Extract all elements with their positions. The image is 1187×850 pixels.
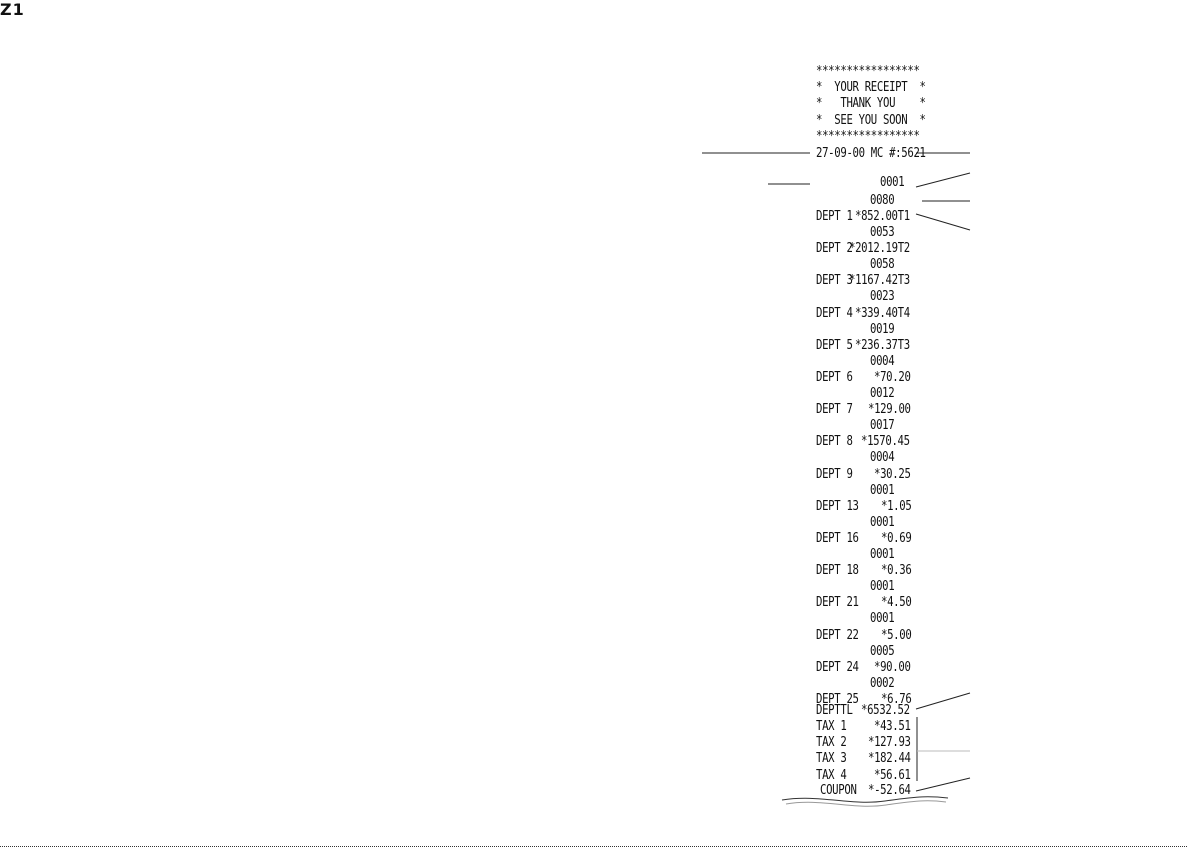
dept-count: 0005 bbox=[870, 643, 895, 659]
dept-name: DEPT 25 bbox=[816, 692, 859, 707]
dept-name: DEPT 5 bbox=[816, 337, 853, 353]
dept-count: 0012 bbox=[870, 386, 895, 401]
report-label: Z1 bbox=[0, 0, 25, 19]
tax-amount: *43.51 bbox=[874, 719, 911, 734]
dept-amount: *30.25 bbox=[874, 466, 911, 482]
dept-count: 0001 bbox=[870, 547, 895, 562]
tax-name: TAX 3 bbox=[816, 751, 847, 767]
dept-name: DEPT 8 bbox=[816, 434, 853, 450]
dept-name: DEPT 22 bbox=[816, 627, 859, 643]
dept-amount: *852.00T1 bbox=[854, 209, 910, 224]
dept-amount: *339.40T4 bbox=[854, 305, 910, 321]
dept-amount: *1570.45 bbox=[861, 434, 911, 450]
dept-name: DEPT 9 bbox=[816, 466, 853, 482]
dept-name: DEPT 7 bbox=[816, 402, 853, 418]
dept-name: DEPT 13 bbox=[816, 498, 859, 514]
callout-right-coupon bbox=[916, 778, 970, 791]
dept-count: 0004 bbox=[870, 353, 895, 369]
tax-name: TAX 1 bbox=[816, 719, 847, 734]
dept-count: 0001 bbox=[870, 482, 895, 498]
dept-count: 0058 bbox=[870, 257, 895, 273]
dept-amount: *129.00 bbox=[867, 402, 911, 418]
dept-amount: *0.69 bbox=[880, 531, 912, 546]
dept-amount: *90.00 bbox=[874, 659, 911, 675]
dept-amount: *236.37T3 bbox=[854, 337, 910, 353]
dept-name: DEPT 1 bbox=[816, 209, 853, 224]
receipt-header-line: * THANK YOU * bbox=[816, 96, 926, 112]
dept-total-name: DEPTTL bbox=[816, 703, 853, 718]
dept-count: 0001 bbox=[870, 579, 895, 595]
receipt-header-line: ***************** bbox=[816, 128, 920, 144]
dept-amount: *1.05 bbox=[880, 498, 912, 514]
dept-name: DEPT 21 bbox=[816, 595, 859, 611]
tax-name: TAX 2 bbox=[816, 735, 847, 751]
callout-right-dept1 bbox=[916, 214, 970, 230]
dept-name: DEPT 4 bbox=[816, 305, 853, 321]
dept-amount: *2012.19T2 bbox=[848, 241, 910, 257]
callout-right-counter bbox=[916, 173, 970, 187]
dept-name: DEPT 6 bbox=[816, 370, 853, 385]
dept-count: 0001 bbox=[870, 514, 895, 530]
dept-total-amount: *6532.52 bbox=[861, 703, 911, 718]
receipt-header-line: * YOUR RECEIPT * bbox=[816, 80, 926, 96]
report-counter: 0001 bbox=[880, 175, 905, 190]
page-bottom-rule bbox=[0, 846, 1187, 847]
callout-right-depttl bbox=[916, 693, 970, 709]
dept-count: 0019 bbox=[870, 321, 895, 337]
tax-amount: *182.44 bbox=[867, 751, 911, 767]
tax-amount: *127.93 bbox=[867, 735, 911, 751]
dept-count: 0017 bbox=[870, 418, 895, 434]
date-machine-line: 27-09-00 MC #:5621 bbox=[816, 146, 926, 161]
dept-count: 0001 bbox=[870, 611, 895, 627]
dept-amount: *5.00 bbox=[880, 627, 912, 643]
tax-name: TAX 4 bbox=[816, 767, 847, 783]
paper-torn-edge bbox=[782, 797, 948, 803]
dept-amount: *70.20 bbox=[874, 370, 911, 385]
receipt-header-line: * SEE YOU SOON * bbox=[816, 112, 926, 128]
dept-name: DEPT 2 bbox=[816, 241, 853, 257]
report-sub-counter: 0080 bbox=[870, 193, 895, 208]
coupon-name: COUPON bbox=[820, 783, 857, 798]
dept-amount: *1167.42T3 bbox=[848, 273, 910, 289]
dept-name: DEPT 18 bbox=[816, 563, 859, 579]
dept-amount: *0.36 bbox=[880, 563, 912, 579]
dept-count: 0002 bbox=[870, 675, 895, 691]
dept-name: DEPT 24 bbox=[816, 659, 859, 675]
dept-amount: *4.50 bbox=[880, 595, 912, 611]
dept-name: DEPT 16 bbox=[816, 531, 859, 546]
receipt-header-line: ***************** bbox=[816, 64, 920, 79]
dept-count: 0023 bbox=[870, 289, 895, 305]
tax-amount: *56.61 bbox=[874, 767, 911, 783]
coupon-amount: *-52.64 bbox=[867, 783, 911, 798]
dept-name: DEPT 3 bbox=[816, 273, 853, 289]
dept-count: 0004 bbox=[870, 450, 895, 466]
dept-count: 0053 bbox=[870, 225, 895, 240]
dept-amount: *6.76 bbox=[880, 692, 912, 707]
